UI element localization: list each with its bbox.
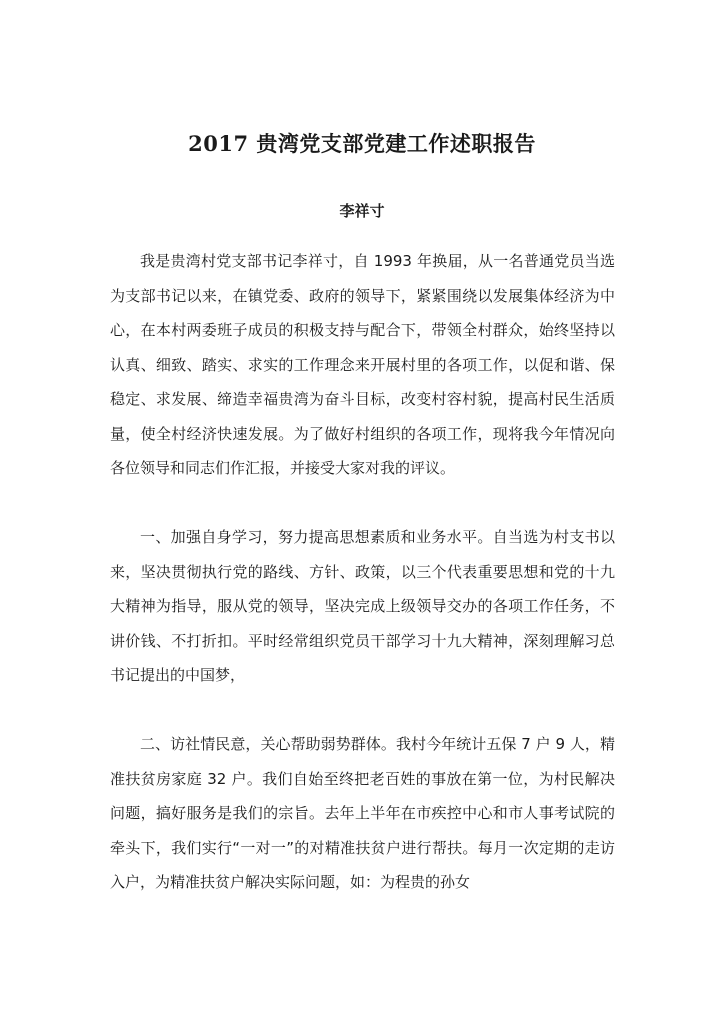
document-title: 2017 贵湾党支部党建工作述职报告: [188, 131, 536, 156]
paragraph-section-1: 一、加强自身学习，努力提高思想素质和业务水平。自当选为村支书以来，坚决贯彻执行党的路线、方针、政策，以三个代表重要思想和党的十九大精神为指导，服从党的领导，坚决完成上级领导交办的各项工作任务，不讲价钱、不打折扣。平时经常组织党员干部学习十九大精神，深刻理解习总书记提出的中国梦，: [110, 528, 615, 684]
document-author: 李祥寸: [339, 202, 385, 220]
paragraph-intro: 我是贵湾村党支部书记李祥寸，自 1993 年换届，从一名普通党员当选为支部书记以来，在镇党委、政府的领导下，紧紧围绕以发展集体经济为中心，在本村两委班子成员的积极支持与配合下，带领全村群众，始终坚持以认真、细致、踏实、求实的工作理念来开展村里的各项工作，以促和谐、保稳定、求发展、缔造幸福贵湾为奋斗目标，改变村容村貌，提高村民生活质量，使全村经济快速发展。为了做好村组织的各项工作，现将我今年情况向各位领导和同志们作汇报，并接受大家对我的评议。: [110, 252, 615, 477]
paragraph-section-2: 二、访社情民意，关心帮助弱势群体。我村今年统计五保 7 户 9 人，精准扶贫房家庭 32 户。我们自始至终把老百姓的事放在第一位，为村民解决问题，搞好服务是我们的宗旨。去年上半年在市疾控中心和市人事考试院的牵头下，我们实行“一对一”的对精准扶贫户进行帮扶。每月一次定期的走访入户，为精准扶贫户解决实际问题，如：为程贵的孙女: [110, 735, 615, 891]
